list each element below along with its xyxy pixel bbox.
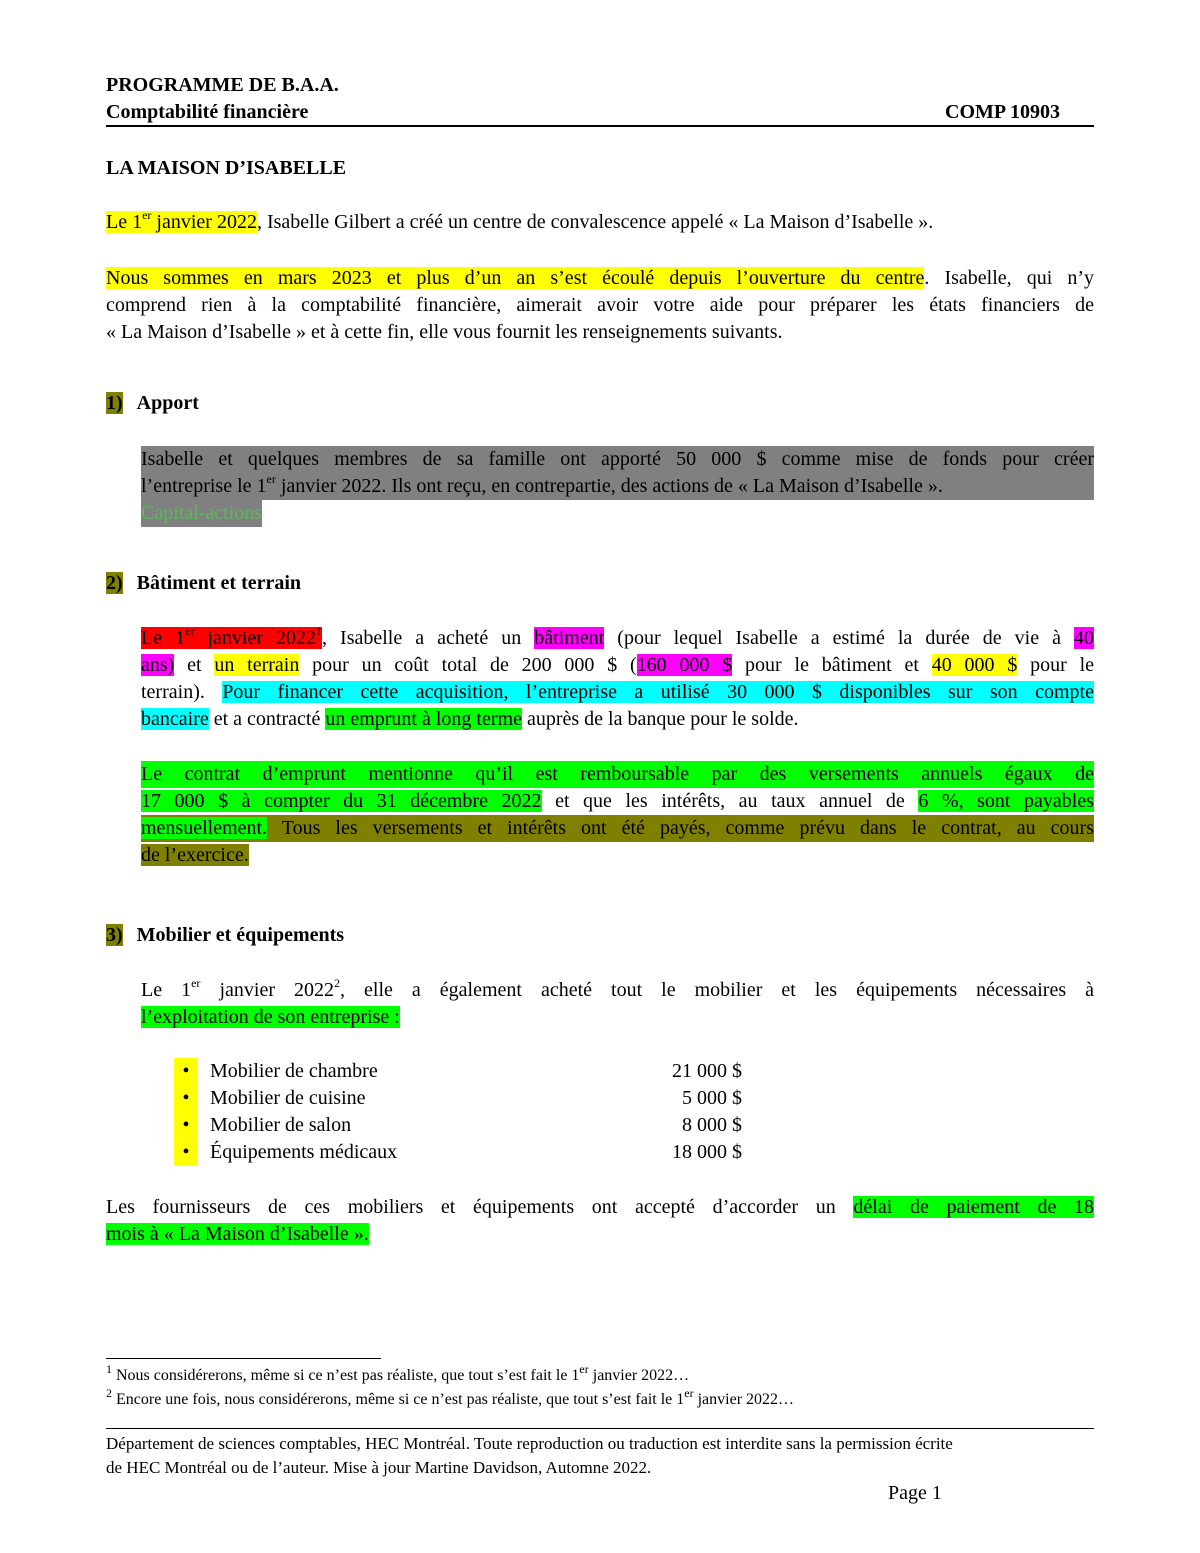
- sup-er: er: [266, 472, 276, 487]
- s2-exercice: de l’exercice.: [141, 844, 249, 866]
- s3-exploitation: l’exploitation de son entreprise :: [141, 1006, 400, 1028]
- section-2-title: Bâtiment et terrain: [136, 572, 302, 594]
- header-rule: [106, 125, 1094, 127]
- item-row: [174, 1139, 742, 1166]
- intro-highlight: Nous sommes en mars 2023 et plus d’un an s’est écoulé depuis l’ouverture du centre: [106, 267, 925, 289]
- s2-text: et: [174, 654, 215, 676]
- item-label: Équipements médicaux: [210, 1141, 398, 1163]
- s2-duree: 40: [1074, 627, 1095, 649]
- s2-terrain: un terrain: [214, 654, 300, 676]
- sup-er: er: [579, 1361, 589, 1376]
- s2-text: et que les intérêts, au taux annuel de: [541, 790, 919, 812]
- footnote-1-text-end: janvier 2022…: [588, 1367, 690, 1384]
- s2-text: , Isabelle a acheté un: [322, 627, 535, 649]
- section-1-heading: [106, 392, 199, 415]
- item-amount: 8 000 $: [682, 1114, 742, 1136]
- section-1-title: Apport: [136, 392, 199, 414]
- footnote-ref-2: 2: [334, 976, 340, 991]
- s1-line-1: Isabelle et quelques membres de sa famille ont apporté 50 000 $ comme mise de fonds pour créer: [141, 448, 1094, 470]
- s2-bancaire: bancaire: [141, 708, 209, 730]
- footnote-1: [106, 1361, 690, 1385]
- s2-payments: Tous les versements et intérêts ont été payés, comme prévu dans le contrat, au cours: [267, 817, 1094, 839]
- bullet-icon: •: [174, 1058, 198, 1085]
- footnote-separator: [106, 1358, 381, 1359]
- sup-er: er: [684, 1385, 694, 1400]
- s2-date-b: janvier 2022: [194, 627, 317, 649]
- footnote-2-text-end: janvier 2022…: [693, 1391, 795, 1408]
- document-title: LA MAISON D’ISABELLE: [106, 157, 347, 179]
- s2-text: terrain).: [141, 681, 223, 703]
- item-amount: 21 000 $: [672, 1060, 742, 1082]
- s3-suppliers-text: Les fournisseurs de ces mobiliers et équipements ont accepté d’accorder un: [106, 1196, 854, 1218]
- intro-text: , Isabelle Gilbert a créé un centre de convalescence appelé « La Maison d’Isabelle ».: [256, 211, 934, 233]
- item-label: Mobilier de chambre: [210, 1060, 378, 1082]
- section-2-paragraph-1: [141, 625, 1094, 733]
- sup-er: er: [185, 624, 195, 639]
- footer-rule: [106, 1428, 1094, 1429]
- s2-contract-amount: 17 000 $ à compter du 31 décembre 2022: [141, 790, 542, 812]
- section-3-number: 3): [106, 924, 123, 946]
- items-table: [174, 1058, 742, 1166]
- program-title: PROGRAMME DE B.A.A.: [106, 74, 339, 96]
- section-2-paragraph-2: [141, 761, 1094, 869]
- item-label: Mobilier de cuisine: [210, 1087, 366, 1109]
- item-row: [174, 1085, 742, 1112]
- s3-text: Le 1: [141, 979, 192, 1001]
- s2-text: et a contracté: [208, 708, 326, 730]
- s3-text: janvier 2022: [200, 979, 334, 1001]
- capital-actions-note: [141, 500, 262, 527]
- s2-text: pour le bâtiment et: [732, 654, 932, 676]
- s1-line-2a: l’entreprise le 1: [141, 475, 267, 497]
- intro-line-2: comprend rien à la comptabilité financière, aimerait avoir votre aide pour préparer les états financiers de: [106, 294, 1094, 316]
- section-3-suppliers: [106, 1194, 1094, 1248]
- section-2-number: 2): [106, 572, 123, 594]
- footnote-ref-1: 1: [316, 624, 323, 639]
- item-row: [174, 1112, 742, 1139]
- intro-line-3: « La Maison d’Isabelle » et à cette fin, elle vous fournit les renseignements suivants.: [106, 321, 783, 343]
- intro-date-highlight-2: janvier 2022: [151, 211, 257, 233]
- footnote-2: [106, 1385, 795, 1409]
- item-label: Mobilier de salon: [210, 1114, 352, 1136]
- sup-er: er: [142, 208, 152, 223]
- section-1-body: [141, 446, 1094, 500]
- footnote-1-text: Nous considérerons, même si ce n’est pas réaliste, que tout s’est fait le 1: [112, 1367, 580, 1384]
- s2-text: auprès de la banque pour le solde.: [521, 708, 799, 730]
- page-number: Page 1: [888, 1482, 942, 1504]
- course-name: Comptabilité financière: [106, 101, 309, 123]
- intro-paragraph-1: [106, 208, 934, 234]
- s2-financing: Pour financer cette acquisition, l’entreprise a utilisé 30 000 $ disponibles sur son compte: [222, 681, 1094, 703]
- s2-emprunt: un emprunt à long terme: [325, 708, 522, 730]
- s2-text: (pour lequel Isabelle a estimé la durée de vie à: [604, 627, 1075, 649]
- footnote-1-number: 1: [106, 1361, 112, 1376]
- intro-text-2: . Isabelle, qui n’y: [924, 267, 1095, 289]
- intro-paragraph-2: [106, 265, 1094, 346]
- item-amount: 5 000 $: [682, 1087, 742, 1109]
- section-3-title: Mobilier et équipements: [136, 924, 345, 946]
- course-code: COMP 10903: [945, 101, 1060, 123]
- s2-text: pour un coût total de 200 000 $ (: [299, 654, 637, 676]
- item-row: [174, 1058, 742, 1085]
- capital-actions-text: Capital-actions: [141, 502, 263, 524]
- s1-line-2b: janvier 2022. Ils ont reçu, en contrepartie, des actions de « La Maison d’Isabelle ».: [275, 475, 943, 497]
- s3-delai: délai de paiement de 18: [853, 1196, 1095, 1218]
- item-amount: 18 000 $: [672, 1141, 742, 1163]
- s3-text: , elle a également acheté tout le mobilier et les équipements nécessaires à: [340, 979, 1095, 1001]
- footnote-2-text: Encore une fois, nous considérerons, même si ce n’est pas réaliste, que tout s’est fait le 1: [112, 1391, 685, 1408]
- s2-rate: 6 %, sont payables: [918, 790, 1094, 812]
- s2-batiment: bâtiment: [534, 627, 605, 649]
- section-1-number: 1): [106, 392, 123, 414]
- s2-terrain-amount: 40 000 $: [931, 654, 1018, 676]
- s2-contract-line-1: Le contrat d’emprunt mentionne qu’il est remboursable par des versements annuels égaux de: [141, 761, 1094, 788]
- s3-delai-2: mois à « La Maison d’Isabelle ».: [106, 1223, 369, 1245]
- footer-line-2: de HEC Montréal ou de l’auteur. Mise à jour Martine Davidson, Automne 2022.: [106, 1458, 652, 1477]
- bullet-icon: •: [174, 1139, 198, 1166]
- section-3-paragraph: [141, 977, 1094, 1031]
- s2-text: pour le: [1017, 654, 1095, 676]
- footnote-2-number: 2: [106, 1385, 112, 1400]
- section-2-heading: [106, 572, 301, 595]
- bullet-icon: •: [174, 1112, 198, 1139]
- s2-date-a: Le 1: [141, 627, 186, 649]
- s2-batiment-amount: 160 000 $: [636, 654, 733, 676]
- s2-ans: ans): [141, 654, 175, 676]
- sup-er: er: [191, 976, 201, 991]
- section-3-heading: [106, 924, 344, 947]
- intro-date-highlight: Le 1: [106, 211, 143, 233]
- bullet-icon: •: [174, 1085, 198, 1112]
- s2-mensuellement: mensuellement.: [141, 817, 268, 839]
- footer-line-1: Département de sciences comptables, HEC Montréal. Toute reproduction ou traduction est interdite sans la permission écrite: [106, 1434, 953, 1453]
